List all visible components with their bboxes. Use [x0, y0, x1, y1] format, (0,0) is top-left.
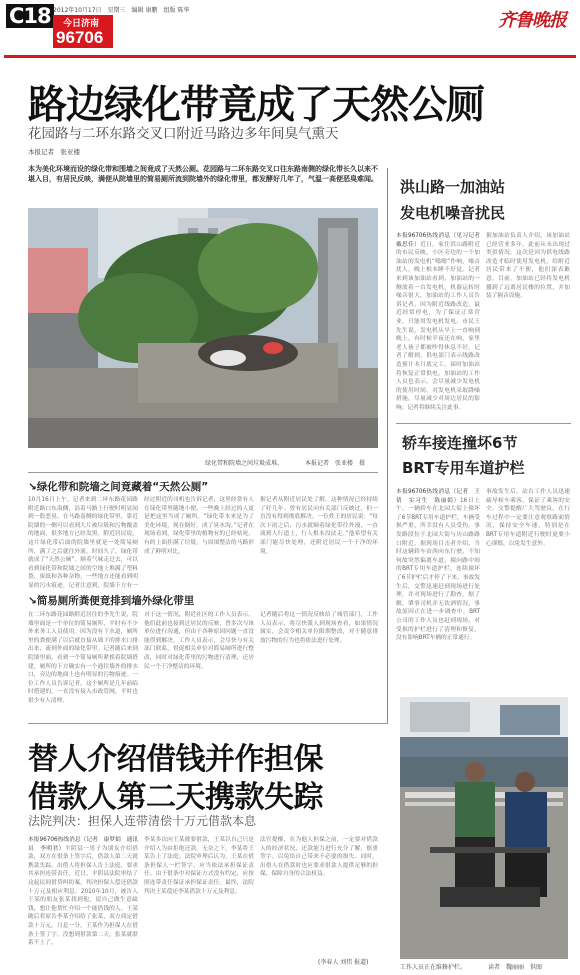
lead-photo-credit: 本报记者 张亚楼 摄: [305, 460, 366, 467]
section-name: 今日济南: [63, 19, 100, 29]
page-number: C18: [6, 4, 54, 28]
lead-subtitle: 花园路与二环东路交叉口附近马路边多年间臭气熏天: [28, 126, 339, 142]
lead-section1-col2: 经过附近的司机也告诉记者，这里经常有人在绿化带里随地小便，一些晚上经过的人更是把这里当成了厕所。“绿化带本来是为了美化环境，现在倒好，成了臭水沟。”记者在现场看到，绿化带里的植物有的已经枯死，有的上面挂满了垃圾，与周围整洁的马路形成了鲜明对比。: [144, 497, 254, 555]
lead-section2-col3: 记者随后将这一情况反映给了城管部门，工作人员表示，将尽快派人到现场查看，如果情况属实，会责令相关单位限期整改，对于随意排放污物的行为也将依法进行处理。: [260, 612, 378, 644]
right-mid-photo-credit: 读者 魏丽丽 供图: [488, 964, 543, 971]
bottom-col2: 李某多次向王某催要借款，王某以自己只是介绍人为由拒绝还款。无奈之下，李某将王某告上了法庭。法院审理后认为，王某在借条担保人一栏签字，应当依法承担保证责任。由于借条中对保证方式没有约定，应按照连带责任保证承担保证责任。最终，法院判决王某偿还李某借款十万元及利息。: [144, 837, 254, 895]
bottom-headline-line1: 替人介绍借钱并作担保: [28, 742, 323, 777]
lead-byline: 本报记者 张亚楼: [28, 148, 80, 156]
lead-headline: 路边绿化带竟成了天然公厕: [28, 83, 485, 128]
bottom-col3: 法官提醒，在为他人担保之前，一定要对借款人的经济状况、还款能力进行充分了解，慎重签字，以免给自己带来不必要的损失。同时，出借人在借款时也应要求借款人提供足够的担保，保障自身的合法权益。: [260, 837, 378, 878]
lead-section2-heading: ↘简易厕所粪便竟排到墙外绿化带里: [28, 595, 195, 607]
bottom-col1: 本报96706热线消息（记者 康梦娟 通讯员 李明君）平阴县一男子为朋友介绍借款，双方在借条上签字后，借款人第二天就携款失踪。出借人将担保人告上法庭，要求其承担连带责任。近日，平阴县法院审结了这起民间借贷纠纷案，判决担保人偿还借款十万元及相应利息。2010年10月，被告人王某的朋友张某找到他，说自己做生意缺钱，想让他帮忙介绍一个能借钱的人。王某随后将原告李某介绍给了张某，双方商定借款十万元，月息一分，王某作为担保人在借条上签了字。没想到借款第二天，张某就联系不上了。: [28, 837, 138, 947]
right-mid-headline-line1: 轿车接连撞坏6节: [402, 434, 518, 452]
right-mid-headline-line2: BRT专用车道护栏: [402, 459, 525, 477]
right-top-headline-line1: 洪山路一加油站: [400, 178, 506, 196]
lead-intro: 本为美化环境而设的绿化带和围墙之间竟成了天然公厕。花园路与二环东路交叉口往东路南侧的绿化带长久以来不堪入目，有居民反映，满便从院墙里的简易厕所流到院墙外的绿化带里，都发酵好几年了，气温一高便恶臭难闻。: [28, 165, 378, 183]
newspaper-logo: 齐鲁晚报: [498, 10, 566, 31]
right-mid-col2: 事故发生后，站台工作人员迅速疏导候车乘客，保证了乘客的安全。交警提醒广大驾驶员，在行车过程中一定要注意观察路面情况，保持安全车速，特别是在BRT专用车道附近行驶时更要小心谨慎，以免发生意外。: [486, 489, 570, 547]
bottom-divider: [28, 723, 388, 724]
lead-section2-col2: 对于这一情况，附近社区的工作人员表示，他们此前也接到过居民的反映，曾多次与该单位进行沟通，但由于各种原因问题一直没能得到解决。工作人员表示，会尽快与有关部门联系，督促相关单位对简易厕所进行整改，同时对绿化带里的污物进行清理，还居民一个干净整洁的环境。: [144, 612, 254, 670]
lead-section1-heading: ↘绿化带和院墙之间竟藏着“天然公厕”: [28, 481, 209, 493]
right-mid-col1: 本报96706热线消息（记者 王倩 实习生 陈丽娟）16日上午，一辆轿车在北园大街上撞坏了6节BRT专用车道护栏，车辆受损严重，所幸没有人员受伤。事发路段位于北园大街与历山路路口附近，据现场目击者介绍，当时这辆轿车由西向东行驶，不知何故突然偏离车道，撞向路中间的BRT专用车道护栏，连续撞坏了6节护栏后才停了下来。事故发生后，交警迅速赶到现场进行处理，并对现场进行了勘查。据了解，肇事司机并无饮酒情况，事故原因正在进一步调查中。BRT公司的工作人员也赶到现场，对受损的护栏进行了清理和修复，没有影响BRT车辆的正常通行。: [396, 489, 480, 642]
lead-section1-col1: 10月16日上午，记者来到二环东路花园路附近路口东南侧，沿着马路上行驶时明显闻到一股恶臭。在马路南侧的绿化带里，靠近院墙的一侧可以看到大片被垃圾和污物覆盖的地面，很多地方已经发黑。附近居民说，这片绿化带后面的院墙里就是一处简易厕所，满了之后就往外流，时间久了，绿化带就成了“天然公厕”。顺着气味走过去，可以看到绿化带和院墙之间的空地上堆满了塑料袋、废纸和各种杂物，一些地方还能看到明显的污水痕迹。记者注意到，院墙下方有一: [28, 497, 138, 588]
section-badge: [53, 15, 113, 48]
right-divider: [396, 423, 571, 424]
bottom-subtitle: 法院判决：担保人连带清偿十万元借款本息: [28, 814, 257, 828]
bottom-headline-line2: 借款人第二天携款失踪: [28, 780, 323, 815]
lead-section1-col3: 据记者从附近居民处了解，这种情况已经持续了好几年。曾有居民向有关部门反映过，但一直没有得到彻底解决。一位姓王的居民说：“每次下雨之后，污水就顺着绿化带往外漫，一直流到人行道上，行人根本没法走。”他希望有关部门能尽快处理，还附近居民一个干净的环境。: [260, 497, 378, 555]
section-divider: [28, 472, 378, 473]
right-top-col1: 本报96706热线消息（见习记者 戴思佳）近日，家住洪山路附近的市民反映，小区旁边的一个加油站的发电机“嗡嗡”作响，噪音扰人，晚上根本睡不好觉。记者来到该加油站看到，加油站的一侧放着一台发电机，机器运转时噪音很大。加油站的工作人员告诉记者，因为附近线路改造，最近经常停电，为了保证正常营业，只能用发电机发电。市民王先生说，发电机从早上一直响到晚上，有时候半夜还在响，家里老人孩子都被吵得休息不好。记者了解到，供电部门表示线路改造预计本月底完工，届时加油站将恢复正常供电。加油站的工作人员也表示，会尽量减少发电机的使用时间，对发电机采取降噪措施，尽量减少对周边居民的影响。记者将继续关注此事。: [396, 233, 480, 411]
right-mid-photo-caption: 工作人员正在维修护栏。: [400, 964, 467, 971]
issue-meta: 2012年10月17日 星期三 编辑 康鹏 组版 陈华: [53, 7, 190, 14]
bottom-footer-note: (李春人 刘伟 报道): [318, 959, 369, 966]
right-mid-photo: [400, 697, 568, 959]
lead-photo-caption: 绿化带和院墙之间垃圾成堆。: [205, 460, 284, 467]
right-top-headline-line2: 发电机噪音扰民: [400, 204, 506, 222]
lead-photo: [28, 208, 378, 448]
header-rule: [4, 55, 576, 58]
column-divider: [387, 168, 388, 723]
right-top-col2: 据加油站负责人介绍，该加油站已经营业多年，此前从未出现过类似情况。这次是因为供电线路改造才临时使用发电机，给附近居民带来了不便，他们深表歉意。目前，加油站已经将发电机挪到了远离居民楼的位置，并加装了隔音设施。: [486, 233, 570, 300]
hotline-number: 96706: [56, 28, 104, 47]
lead-section2-col1: 在二环东路花园路附近居住的李先生说，院墙里面是一个单位的简易厕所，平时有不少外来务工人员使用。因为没有下水道，厕所里的粪便满了以后就直接从墙下的排水口排出来，流到外面的绿化带里。记者随后来到院墙里面，看到一个简易厕所紧挨着院墙搭建，厕所的下方确实有一个通往墙外的排水口，旁边的地面上也有明显的污物痕迹。一位工作人员告诉记者，这个厕所是几年前临时搭建的，一直没有接入市政管网，平时也很少有人清理。: [28, 612, 138, 704]
